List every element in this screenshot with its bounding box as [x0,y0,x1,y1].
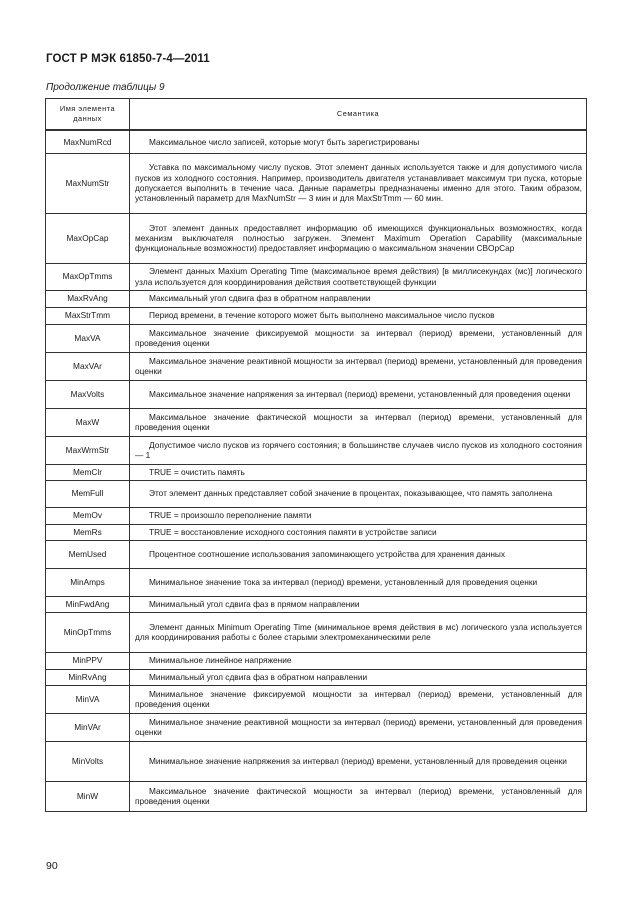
table-row [46,685,587,713]
element-name: MinVolts [46,741,130,781]
element-semantics: TRUE = восстановление исходного состояния памяти в устройстве записи [149,526,437,537]
element-name: MemRs [46,524,130,540]
element-semantics: Минимальное значение напряжения за интервал (период) времени, установленный для проведения оценки [149,755,567,766]
element-name: MaxOpTmms [46,263,130,290]
table-row [46,507,587,524]
element-name: MinOpTmms [46,612,130,652]
element-semantics: Максимальное значение напряжения за интервал (период) времени, установленный для проведения оценки [149,388,571,399]
table-row [46,352,587,380]
element-name: MemClr [46,464,130,480]
element-semantics: Максимальное число записей, которые могут быть зарегистрированы [149,136,420,147]
element-semantics: Минимальный угол сдвига фаз в прямом направлении [149,598,360,609]
table-caption: Продолжение таблицы 9 [46,82,165,93]
element-semantics: Минимальное значение реактивной мощности за интервал (период) времени, установленный для проведения оценки [135,716,582,737]
table-header-row [46,99,587,131]
element-semantics: Элемент данных Maxium Operating Time (максимальное время действия) [в миллисекундах (мс)] логического узла используется для координирования действия соответствующей функции [135,266,582,287]
element-name: MinW [46,781,130,811]
table-row [46,436,587,464]
element-semantics: Минимальное линейное напряжение [149,655,292,666]
table-row [46,464,587,480]
table-row [46,408,587,436]
element-name: MinRvAng [46,669,130,685]
element-name: MinPPV [46,652,130,669]
element-semantics: Максимальный угол сдвига фаз в обратном направлении [149,293,371,304]
element-name: MaxNumRcd [46,130,130,153]
element-semantics: Минимальный угол сдвига фаз в обратном направлении [149,671,368,682]
element-name: MaxOpCap [46,213,130,263]
element-semantics: Этот элемент данных представляет собой значение в процентах, показывающее, что память заполнена [149,488,553,499]
table-row [46,540,587,568]
page-number: 90 [46,860,58,872]
element-name: MaxW [46,408,130,436]
table-row [46,307,587,324]
element-semantics: Минимальное значение тока за интервал (период) времени, установленный для проведения оценки [149,576,538,587]
table-row [46,713,587,741]
table-row [46,741,587,781]
element-name: MaxVAr [46,352,130,380]
table-row [46,130,587,153]
element-semantics: Уставка по максимальному числу пусков. Этот элемент данных используется также и для допустимого числа пусков из холодного состояния. Например, производитель двигателя устанавливает максимум три пуска, которые допускается выполнить в течение часа. Данные параметры предназначены именно для этого. Таким образом, установленный параметр для MaxNumStr — 3 мин и для MaxStrTmm — 60 мин. [135,162,582,204]
element-name: MaxStrTmm [46,307,130,324]
element-name: MinFwdAng [46,596,130,612]
column-header-semantics: Семантика [130,99,587,131]
element-name: MaxRvAng [46,290,130,307]
column-header-name: Имя элемента данных [46,99,130,131]
table-row [46,596,587,612]
table-row [46,380,587,408]
element-semantics: TRUE = очистить память [149,466,245,477]
table-row [46,612,587,652]
table-row [46,524,587,540]
element-semantics: Максимальное значение фиксируемой мощности за интервал (период) времени, установленный для проведения оценки [135,327,582,348]
table-row [46,568,587,596]
element-name: MaxVA [46,324,130,352]
element-name: MaxWrmStr [46,436,130,464]
element-semantics: Период времени, в течение которого может быть выполнено максимальное число пусков [149,310,495,321]
element-semantics: Элемент данных Minimum Operating Time (минимальное время действия в мс) логического узла используется для координирования работы с более старыми электромеханическими реле [135,621,582,642]
element-semantics: Этот элемент данных предоставляет информацию об имеющихся функциональных возможностях, когда механизм выключателя полностью загружен. Элемент Maximum Operation Capability (максимальные функциональные возможности) предоставляет информацию о максимальном значении CBOpCap [135,222,582,254]
data-elements-table [45,98,587,812]
element-name: MemOv [46,507,130,524]
element-semantics: Минимальное значение фиксируемой мощности за интервал (период) времени, установленный для проведения оценки [135,688,582,709]
document-header: ГОСТ Р МЭК 61850-7-4—2011 [46,53,210,65]
element-name: MinVAr [46,713,130,741]
table-row [46,480,587,507]
table-row [46,324,587,352]
element-name: MaxVolts [46,380,130,408]
element-name: MemFull [46,480,130,507]
table-row [46,669,587,685]
element-semantics: Максимальное значение фактической мощности за интервал (период) времени, установленный для проведения оценки [135,785,582,806]
element-semantics: Допустимое число пусков из горячего состояния; в большинстве случаев число пусков из холодного состояния — 1 [135,439,582,460]
table-row [46,213,587,263]
element-name: MinAmps [46,568,130,596]
table-row [46,153,587,213]
element-semantics: Максимальное значение реактивной мощности за интервал (период) времени, установленный для проведения оценки [135,355,582,376]
element-name: MaxNumStr [46,153,130,213]
element-name: MemUsed [46,540,130,568]
table-row [46,781,587,811]
element-semantics: Процентное соотношение использования запоминающего устройства для хранения данных [149,548,506,559]
table-row [46,263,587,290]
element-name: MinVA [46,685,130,713]
table-row [46,652,587,669]
element-semantics: Максимальное значение фактической мощности за интервал (период) времени, установленный для проведения оценки [135,411,582,432]
element-semantics: TRUE = произошло переполнение памяти [149,510,312,521]
table-row [46,290,587,307]
